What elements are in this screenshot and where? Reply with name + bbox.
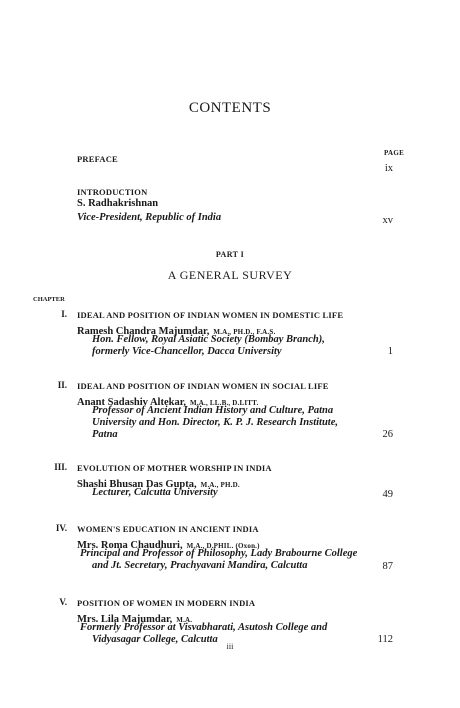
chapter-number: I. (61, 309, 67, 319)
introduction-title: INTRODUCTION (77, 187, 148, 197)
chapter-author: Mrs. Roma Chaudhuri, (77, 540, 183, 551)
preface-title: PREFACE (77, 154, 118, 164)
chapter-page: 112 (377, 634, 393, 645)
chapter-number: V. (59, 597, 67, 607)
chapter-column-label: CHAPTER (33, 296, 65, 303)
chapter-page: 49 (382, 489, 393, 500)
page-column-label: PAGE (384, 149, 405, 157)
chapter-affiliation: University and Hon. Director, K. P. J. Research Institute, (92, 417, 338, 428)
introduction-author: S. Radhakrishnan (77, 198, 159, 209)
chapter-affiliation: and Jt. Secretary, Prachyavani Mandira, Calcutta (92, 560, 308, 571)
folio: iii (226, 642, 234, 651)
introduction-affiliation: Vice-President, Republic of India (77, 212, 222, 223)
chapter-credentials: M.A., LL.B., D.LITT. (190, 399, 259, 407)
part-title: A GENERAL SURVEY (167, 268, 293, 282)
chapter-affiliation: Vidyasagar College, Calcutta (92, 634, 218, 645)
page-title: CONTENTS (188, 100, 272, 116)
chapter-page: 87 (382, 561, 393, 572)
introduction-page: xv (382, 215, 393, 226)
chapter-affiliation: Principal and Professor of Philosophy, Lady Brabourne College (80, 548, 358, 559)
chapter-page: 1 (387, 346, 393, 357)
chapter-credentials: M.A., PH.D. (200, 481, 240, 489)
chapter-title: IDEAL AND POSITION OF INDIAN WOMEN IN DOMESTIC LIFE (77, 310, 344, 320)
chapter-title: IDEAL AND POSITION OF INDIAN WOMEN IN SOCIAL LIFE (77, 381, 329, 391)
chapter-affiliation: Lecturer, Calcutta University (92, 487, 218, 498)
part-label: PART I (215, 250, 245, 259)
chapter-author: Mrs. Lila Majumdar, (77, 614, 173, 625)
chapter-affiliation: formerly Vice-Chancellor, Dacca University (92, 346, 282, 357)
chapter-number: IV. (55, 523, 67, 533)
chapter-author: Anant Sadashiv Altekar, (77, 397, 187, 408)
chapter-affiliation: Patna (92, 429, 118, 440)
preface-page: ix (384, 163, 393, 174)
chapter-credentials: M.A., D.PHIL. (Oxon.) (186, 542, 260, 550)
chapter-title: EVOLUTION OF MOTHER WORSHIP IN INDIA (77, 463, 272, 473)
chapter-affiliation: Hon. Fellow, Royal Asiatic Society (Bombay Branch), (92, 334, 325, 345)
chapter-author: Shashi Bhusan Das Gupta, (77, 479, 197, 490)
chapter-title: POSITION OF WOMEN IN MODERN INDIA (77, 598, 256, 608)
chapter-affiliation: Professor of Ancient Indian History and Culture, Patna (92, 405, 334, 416)
chapter-author: Ramesh Chandra Majumdar, (77, 326, 210, 337)
chapter-page: 26 (382, 429, 393, 440)
chapter-affiliation: Formerly Professor at Visvabharati, Asutosh College and (80, 622, 328, 633)
chapter-number: III. (54, 462, 67, 472)
chapter-number: II. (57, 380, 67, 390)
chapter-title: WOMEN'S EDUCATION IN ANCIENT INDIA (77, 524, 259, 534)
chapter-credentials: M.A., PH.D., F.A.S. (213, 328, 276, 336)
chapter-credentials: M.A. (176, 616, 193, 624)
